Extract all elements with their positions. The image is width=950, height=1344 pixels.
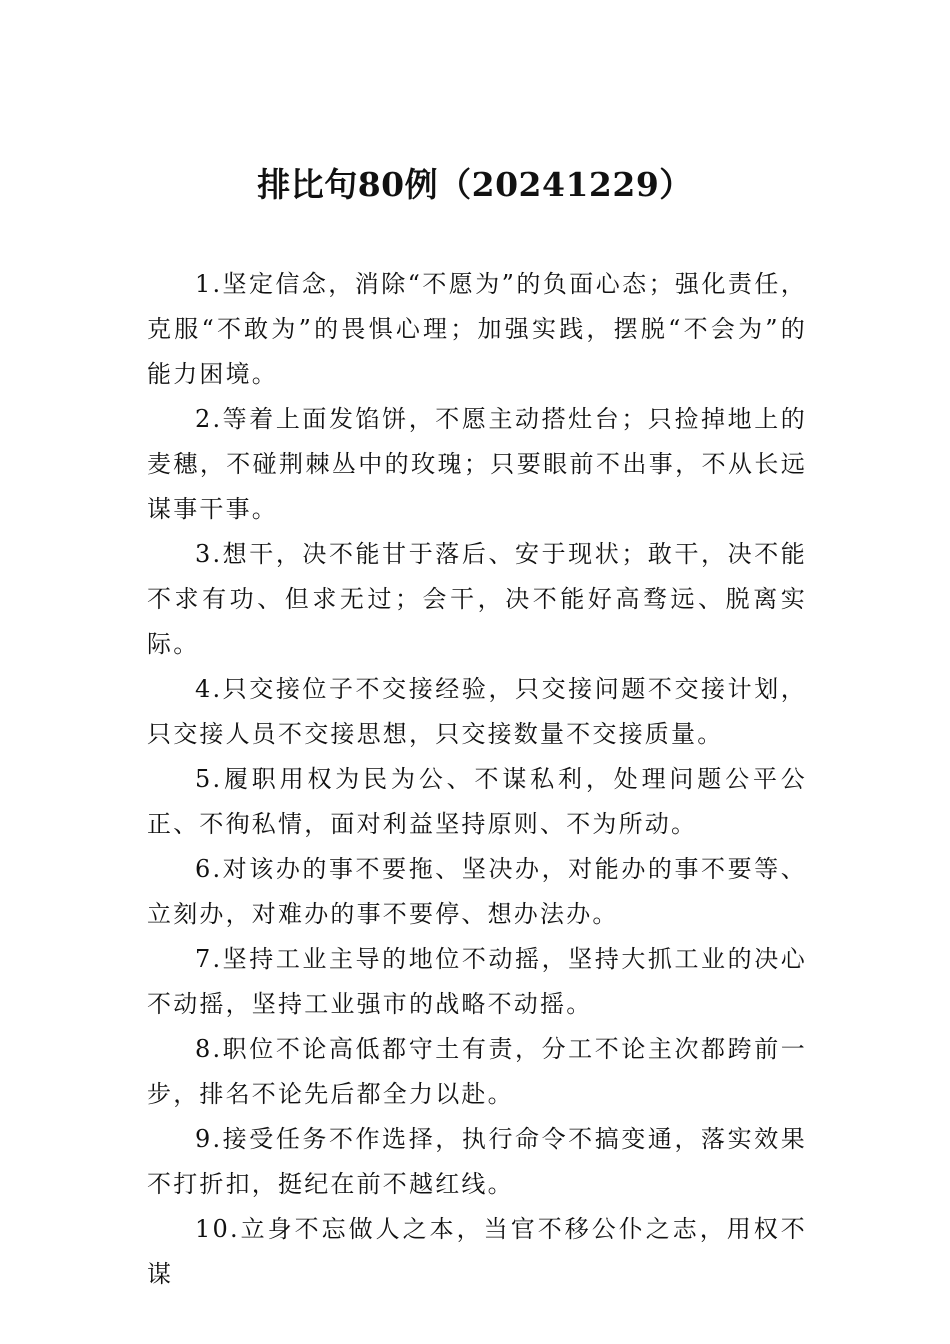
paragraph-9: 9.接受任务不作选择，执行命令不搞变通，落实效果不打折扣，挺纪在前不越红线。 xyxy=(147,1125,807,1198)
paragraph-3: 3.想干，决不能甘于落后、安于现状；敢干，决不能不求有功、但求无过；会干，决不能好高骛远、脱离实际。 xyxy=(147,540,807,658)
paragraph-6: 6.对该办的事不要拖、坚决办，对能办的事不要等、立刻办，对难办的事不要停、想办法办。 xyxy=(147,855,807,928)
paragraph-4: 4.只交接位子不交接经验，只交接问题不交接计划，只交接人员不交接思想，只交接数量不交接质量。 xyxy=(147,675,807,748)
document-body xyxy=(147,262,807,1297)
paragraph-5: 5.履职用权为民为公、不谋私利，处理问题公平公正、不徇私情，面对利益坚持原则、不为所动。 xyxy=(147,765,807,838)
paragraph-8: 8.职位不论高低都守土有责，分工不论主次都跨前一步，排名不论先后都全力以赴。 xyxy=(147,1035,807,1108)
paragraph-10: 10.立身不忘做人之本，当官不移公仆之志，用权不谋 xyxy=(147,1215,807,1288)
paragraph-1: 1.坚定信念，消除“不愿为”的负面心态；强化责任，克服“不敢为”的畏惧心理；加强实践，摆脱“不会为”的能力困境。 xyxy=(147,270,807,388)
paragraph-2: 2.等着上面发馅饼，不愿主动搭灶台；只捡掉地上的麦穗，不碰荆棘丛中的玫瑰；只要眼前不出事，不从长远谋事干事。 xyxy=(147,405,807,523)
paragraph-7: 7.坚持工业主导的地位不动摇，坚持大抓工业的决心不动摇，坚持工业强市的战略不动摇。 xyxy=(147,945,807,1018)
document-title: 排比句80例（20241229） xyxy=(257,165,693,204)
